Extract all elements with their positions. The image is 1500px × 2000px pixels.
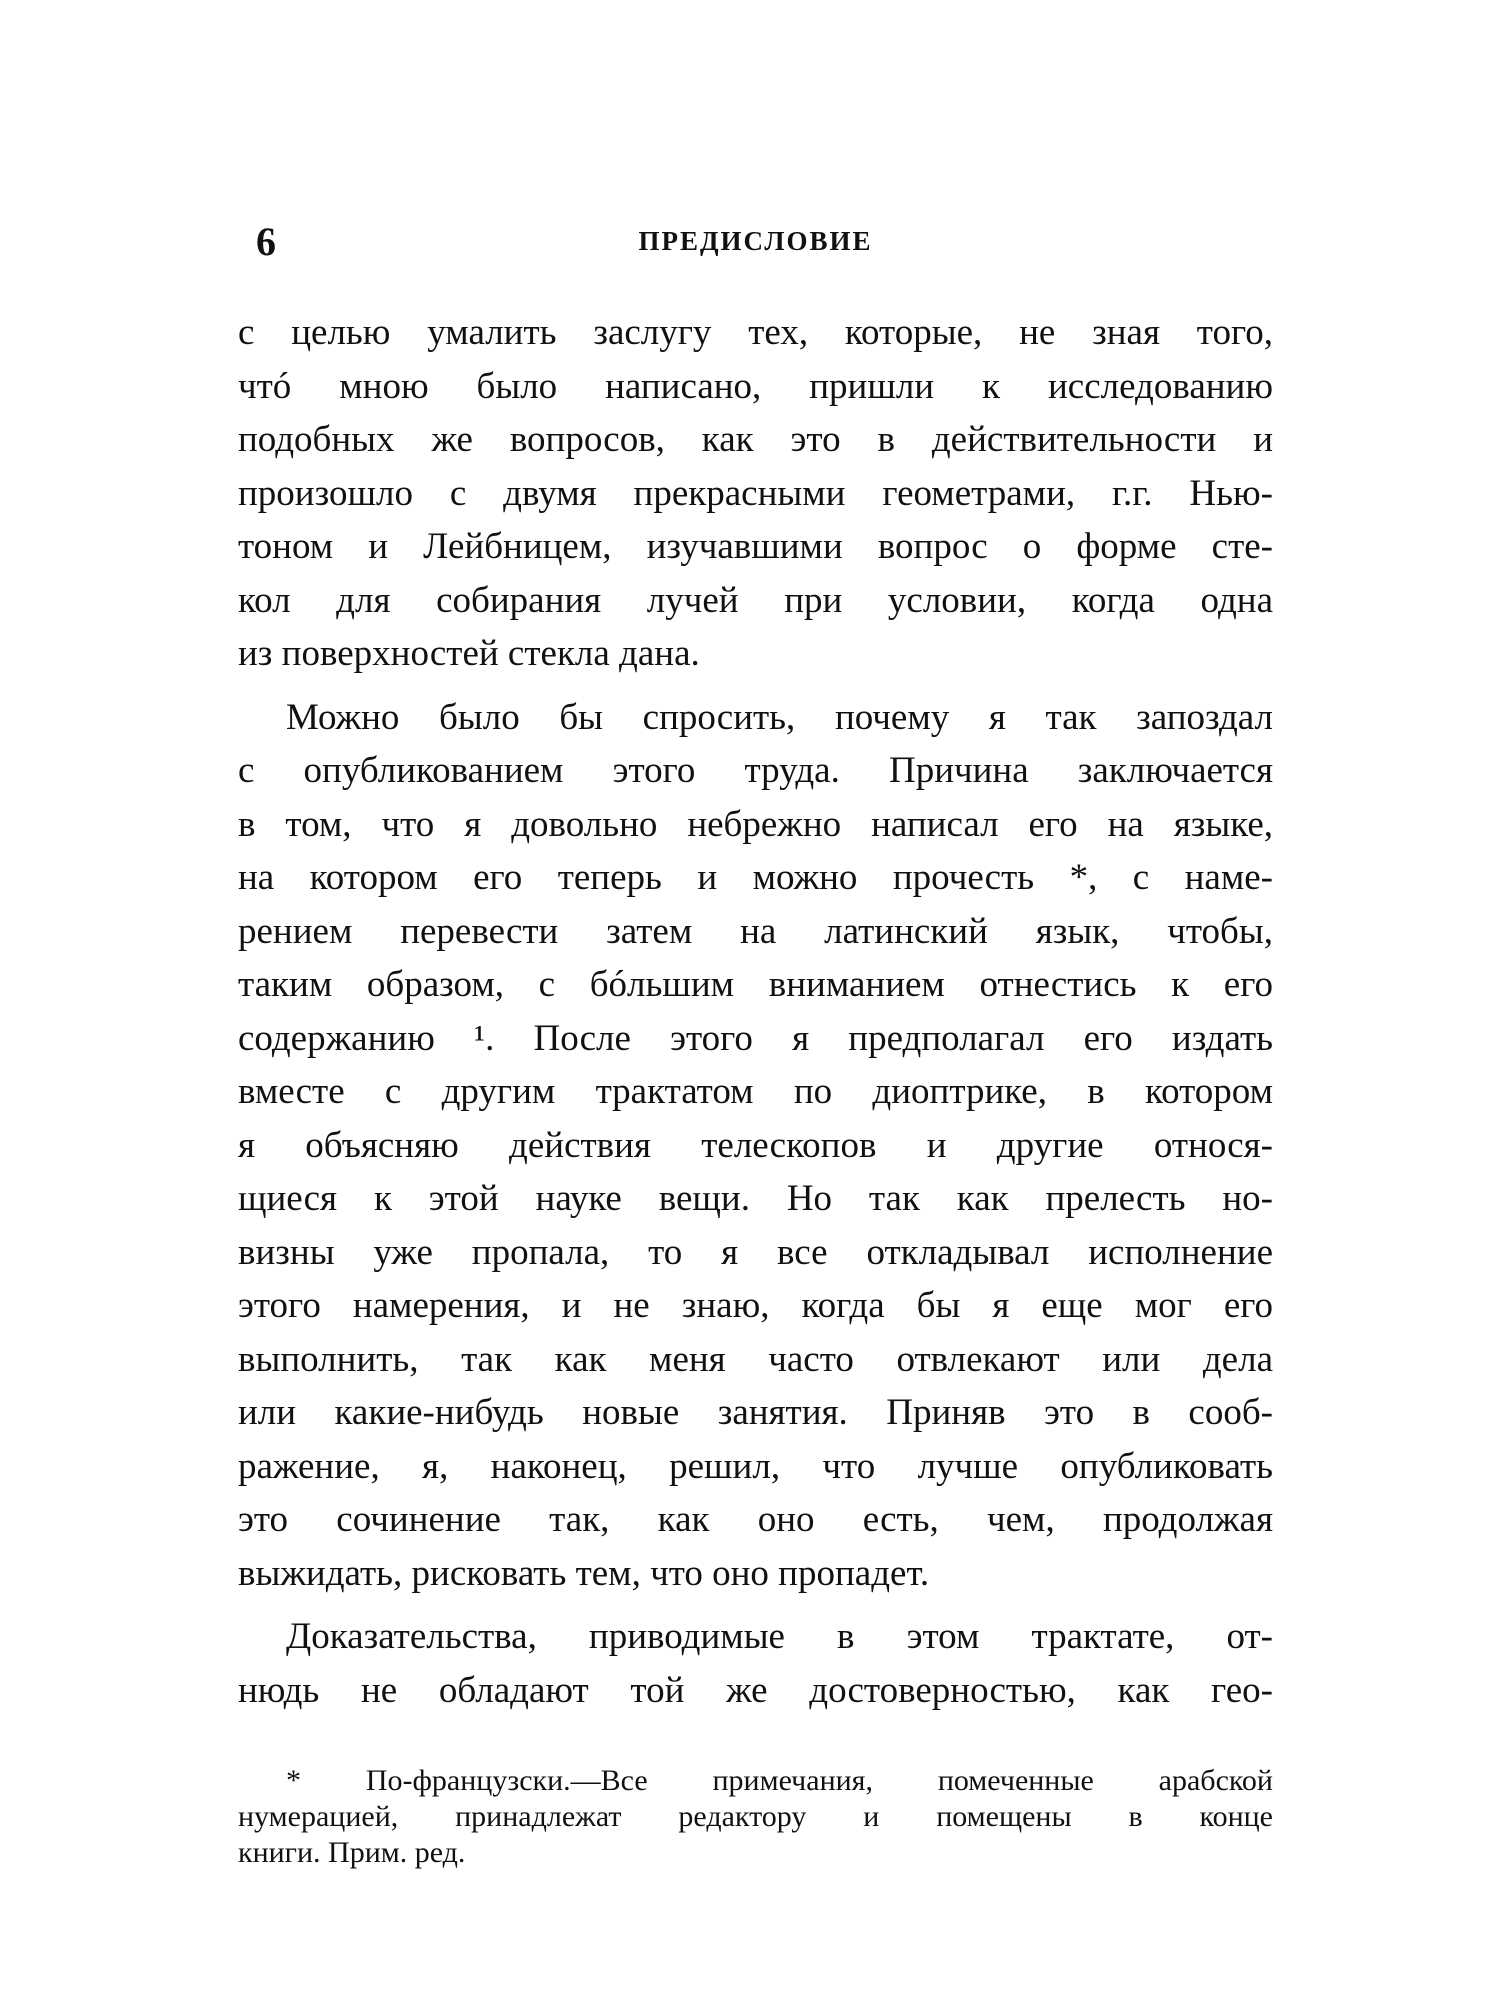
body-text — [238, 306, 1273, 1727]
footnote-line: нумерацией, принадлежат редактору и помещены в конце — [238, 1800, 1273, 1833]
text-line: из поверхностей стекла дана. — [238, 633, 700, 674]
text-line: кол для собирания лучей при условии, когда одна — [238, 579, 1273, 621]
paragraph-3 — [238, 1610, 1273, 1717]
text-line: щиеся к этой науке вещи. Но так как прелесть но- — [238, 1178, 1273, 1219]
text-line: визны уже пропала, то я все откладывал исполнение — [238, 1231, 1273, 1273]
text-line: выполнить, так как меня часто отвлекают или дела — [238, 1338, 1273, 1380]
text-line: рением перевести затем на латинский язык, чтобы, — [238, 910, 1273, 952]
footnote — [238, 1763, 1273, 1871]
text-line: тоном и Лейбницем, изучавшими вопрос о форме сте- — [238, 526, 1273, 567]
text-line: подобных же вопросов, как это в действительности и — [238, 419, 1273, 460]
text-line: таким образом, с бóльшим вниманием отнестись к его — [238, 964, 1273, 1005]
text-line: это сочинение так, как оно есть, чем, продолжая — [238, 1499, 1273, 1540]
text-line: с целью умалить заслугу тех, которые, не зная того, — [238, 312, 1273, 353]
text-line: ражение, я, наконец, решил, что лучше опубликовать — [238, 1445, 1273, 1487]
text-line: содержанию ¹. После этого я предполагал его издать — [238, 1017, 1273, 1059]
text-line: на котором его теперь и можно прочесть *, с наме- — [238, 857, 1273, 898]
text-line: с опубликованием этого труда. Причина заключается — [238, 750, 1273, 791]
text-line: этого намерения, и не знаю, когда бы я еще мог его — [238, 1285, 1273, 1326]
text-line: выжидать, рисковать тем, что оно пропадет. — [238, 1552, 930, 1594]
paragraph-1 — [238, 306, 1273, 681]
text-line: в том, что я довольно небрежно написал его на языке, — [238, 803, 1273, 845]
section-title: ПРЕДИСЛОВИЕ — [638, 226, 873, 256]
footnote-line: * По-французски.—Все примечания, помеченные арабской — [286, 1764, 1273, 1797]
text-line: произошло с двумя прекрасными геометрами, г.г. Нью- — [238, 472, 1273, 514]
text-line: чтó мною было написано, пришли к исследованию — [238, 365, 1273, 407]
text-line: вместе с другим трактатом по диоптрике, в котором — [238, 1071, 1273, 1112]
page-number: 6 — [256, 219, 276, 264]
text-line: нюдь не обладают той же достоверностью, как гео- — [238, 1669, 1273, 1711]
text-line: я объясняю действия телескопов и другие относя- — [238, 1124, 1273, 1166]
text-line: или какие-нибудь новые занятия. Приняв это в сооб- — [238, 1392, 1273, 1433]
text-line: Можно было бы спросить, почему я так запоздал — [286, 696, 1273, 738]
footnote-line: книги. Прим. ред. — [238, 1836, 466, 1869]
running-head — [238, 218, 1273, 268]
paragraph-2 — [238, 691, 1273, 1601]
text-line: Доказательства, приводимые в этом трактате, от- — [286, 1616, 1273, 1657]
